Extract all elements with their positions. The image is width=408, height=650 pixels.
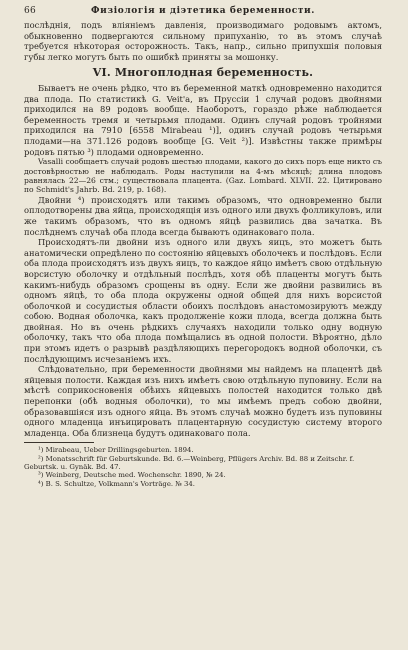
paragraph-consequence: Слѣдовательно, при беременности двойнями мы найдемъ на плацентѣ двѣ яйцевыя полости. Каждая изъ нихъ имѣетъ свою отдѣльную пуповину. Если на мѣстѣ соприкосновенія обѣихъ яйцевыхъ полостей находится только двѣ перепонки (обѣ водныя оболочки), то мы имѣемъ предъ собою двойни, образовавшіяся изъ одного яйца. Въ этомъ случаѣ можно будетъ изъ пуповины одного младенца инъицировать плацентарную сосудистую систему второго младенца. Оба близнеца будутъ одинаковаго пола.: [24, 364, 382, 438]
footnote-1: ¹) Mirabeau, Ueber Drillingsgeburten. 1894.: [38, 446, 194, 455]
section-heading: VI. Многоплодная беременность.: [92, 66, 314, 80]
paragraph-twins-frequency: Бываетъ не очень рѣдко, что въ беременной маткѣ одновременно находится два плода. По статистикѣ G. Veit'а, въ Пруссіи 1 случай родовъ двойнями приходился на 89 родовъ вообще. Наоборотъ, гораздо рѣже наблюдается беременность тремя и четырьмя плодами. Одинъ случай родовъ тройнями приходился на 7910 [6558 Mirabeau ¹)], одинъ случай родовъ четырьмя плодами—на 371.126 родовъ вообще [G. Veit ²)]. Извѣстны также примѣры родовъ пятью ³) плодами одновременно.: [24, 82, 382, 157]
running-title: Физіологія и діэтетика беременности.: [90, 6, 316, 16]
paragraph-twins-origin: Двойни ⁴) происходятъ или такимъ образомъ, что одновременно были оплодотворены два яйца, происходящія изъ одного или двухъ фолликуловъ, или же такимъ образомъ, что въ одномъ яйцѣ развились два зачатка. Въ послѣднемъ случаѣ оба плода всегда бываютъ одинаковаго пола.: [24, 194, 382, 237]
footnote-4: ⁴) B. S. Schultze, Volkmann's Vorträge. № 34.: [38, 479, 195, 488]
paragraph-vasalli-note: Vasalli сообщаетъ случай родовъ шестью плодами, какого до сихъ поръ еще никто съ достовѣрностью не наблюдалъ. Роды наступили на 4-мъ мѣсяцѣ; длина плодовъ равнялась 22—26 стм.; существовала плацента. (Gaz. Lombard. XLVII. 22. Цитировано по Schmidt's Jahrb. Bd. 219, р. 168).: [24, 157, 382, 195]
footnotes: [24, 446, 382, 487]
page-body: [24, 20, 382, 438]
intro-paragraph: послѣднія, подъ вліяніемъ давленія, производимаго родовымъ актомъ, обыкновенно подвергаются сильному припуханію, то въ этомъ случаѣ требуется нѣкоторая осторожность. Такъ, напр., сильно припухшія половыя губы легко могутъ быть по ошибкѣ приняты за мошонку.: [24, 20, 382, 62]
footnote-2: ²) Monatsschrift für Geburtskunde. Bd. 6.—Weinberg, Pflügers Archiv. Bd. 88 и Zeitschr. f. Geburtsk. u. Gynäk. Bd. 47.: [24, 454, 355, 471]
page-number: 66: [24, 6, 37, 16]
footnote-3: ³) Weinberg, Deutsche med. Wochenschr. 1890, № 24.: [38, 471, 226, 480]
paragraph-anatomical-determination: Происходятъ-ли двойни изъ одного или двухъ яицъ, это можетъ быть анатомически опредѣлено по состоянію яйцевыхъ оболочекъ и послѣдовъ. Если оба плода происходятъ изъ двухъ яицъ, то каждое яйцо имѣетъ свою отдѣльную ворсистую оболочку и отдѣльный послѣдъ, хотя обѣ плаценты могутъ быть какимъ-нибудь образомъ срощены въ одну. Если же двойни развились въ одномъ яйцѣ, то оба плода окружены одной общей для нихъ ворсистой оболочкой и сосудистыя области обоихъ послѣдовъ анастомозируютъ между собою. Водная оболочка, какъ продолженіе кожи плода, всегда должна быть двойная. Но въ очень рѣдкихъ случаяхъ находили только одну водную оболочку, такъ что оба плода помѣщались въ одной полости. Вѣроятно, дѣло при этомъ идетъ о разрывѣ раздѣляющихъ перегородокъ водной оболочки, съ послѣдующимъ исчезаніемъ ихъ.: [24, 237, 382, 364]
page-header: [24, 6, 382, 16]
footnote-rule: [24, 442, 94, 443]
